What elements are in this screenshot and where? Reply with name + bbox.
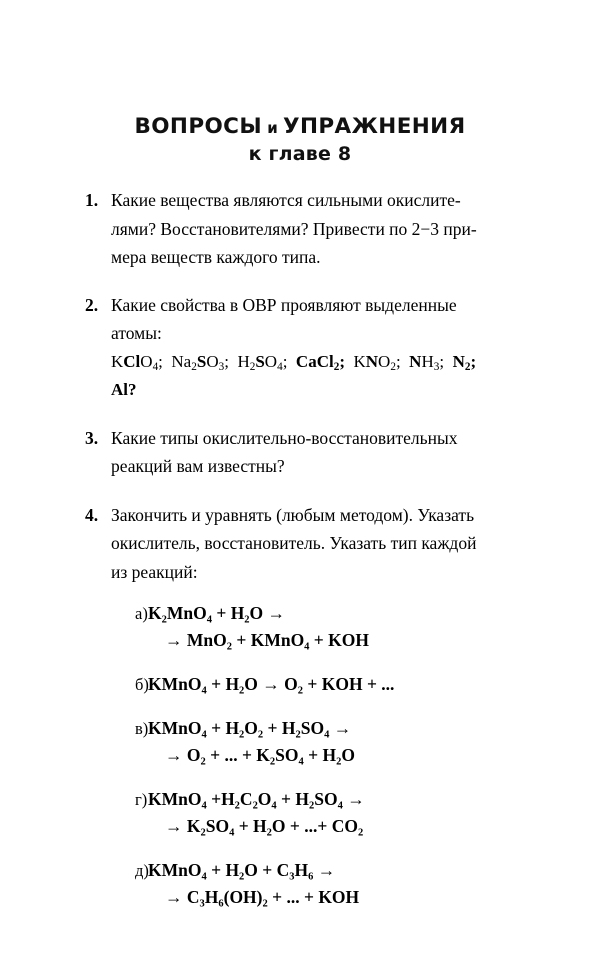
question-line: лями? Восстановителями? Привести по 2−3 при- bbox=[111, 218, 477, 239]
page-subtitle: к главе 8 bbox=[248, 143, 352, 165]
questions-list bbox=[0, 186, 600, 928]
page-title-line-1 bbox=[0, 114, 600, 141]
question-line: из реакций: bbox=[111, 561, 198, 582]
chemical-formula: $NH_3$; bbox=[409, 351, 445, 373]
question-line: Какие типы окислительно-восстановительных bbox=[111, 427, 458, 448]
question-number-1: 1. bbox=[85, 190, 99, 210]
equation-item bbox=[0, 600, 600, 654]
question-number-4: 4. bbox=[85, 504, 99, 525]
equation-line: KMnO₄ +H₂C₂O₄ + H₂SO₄ → bbox=[148, 789, 365, 809]
question-line: окислитель, восстановитель. Указать тип каждой bbox=[111, 533, 477, 553]
chemical-formula: $Na_2SO_3$; bbox=[171, 351, 229, 373]
chemical-formula: KClO$_4$; bbox=[111, 351, 163, 373]
question-text-3 bbox=[111, 424, 560, 481]
chemical-formula: CaCl$_2$; bbox=[295, 351, 345, 373]
question-item-2 bbox=[0, 291, 600, 404]
chemical-formula: Al? bbox=[111, 379, 137, 399]
equation-item bbox=[0, 715, 600, 769]
page-title bbox=[0, 114, 600, 167]
chemical-formula: $KNO_2$; bbox=[353, 351, 401, 373]
chemical-formula-line-1 bbox=[111, 348, 560, 376]
equation-line: KMnO₄ + H₂O → O₂ + KOH + ... bbox=[148, 674, 395, 694]
equation-line: KMnO₄ + H₂O + C₃H₆ → bbox=[148, 860, 336, 880]
equation-line-continued: → MnO₂ + KMnO₄ + KOH bbox=[165, 630, 369, 650]
equation-line-continued: → C₃H₆(OH)₂ + ... + KOH bbox=[165, 887, 360, 907]
equation-item bbox=[0, 857, 600, 911]
question-line: мера веществ каждого типа. bbox=[111, 247, 321, 267]
question-number-2: 2. bbox=[85, 294, 99, 315]
equation-item bbox=[0, 786, 600, 840]
chemical-formula-line-2 bbox=[111, 376, 560, 404]
equation-label: а) bbox=[135, 604, 148, 623]
question-item-4 bbox=[0, 501, 600, 587]
question-line: реакций вам известны? bbox=[111, 456, 285, 476]
chemical-formula: $H_2SO_4$; bbox=[237, 351, 288, 373]
question-line: Какие свойства в ОВР проявляют выделенные bbox=[111, 294, 457, 315]
page-title-conjunction: и bbox=[267, 119, 278, 137]
equation-label: г) bbox=[135, 790, 148, 809]
question-line: атомы: bbox=[111, 323, 162, 343]
question-text-2 bbox=[111, 291, 560, 404]
equation-line: KMnO₄ + H₂O₂ + H₂SO₄ → bbox=[148, 718, 352, 738]
question-line: Закончить и уравнять (любым методом). Указать bbox=[111, 504, 475, 525]
chemical-formula: $N_2$; bbox=[452, 351, 477, 373]
equation-line-continued: → K₂SO₄ + H₂O + ...+ CO₂ bbox=[165, 816, 364, 836]
equation-label: д) bbox=[135, 861, 149, 880]
question-text-4 bbox=[111, 501, 560, 587]
question-number-3: 3. bbox=[85, 427, 99, 448]
question-line: Какие вещества являются сильными окислите- bbox=[111, 190, 461, 210]
page-title-word-questions: ВОПРОСЫ bbox=[134, 114, 263, 139]
equation-label: б) bbox=[135, 675, 149, 694]
question-text-1 bbox=[111, 186, 560, 272]
page-title-word-exercises: УПРАЖНЕНИЯ bbox=[283, 114, 466, 139]
equations-list bbox=[0, 600, 600, 911]
question-item-3 bbox=[0, 424, 600, 481]
question-item-1 bbox=[0, 186, 600, 272]
equation-line: K₂MnO₄ + H₂O → bbox=[148, 603, 286, 623]
equation-label: в) bbox=[135, 719, 149, 738]
equation-line-continued: → O₂ + ... + K₂SO₄ + H₂O bbox=[165, 745, 355, 765]
equation-item bbox=[0, 671, 600, 698]
